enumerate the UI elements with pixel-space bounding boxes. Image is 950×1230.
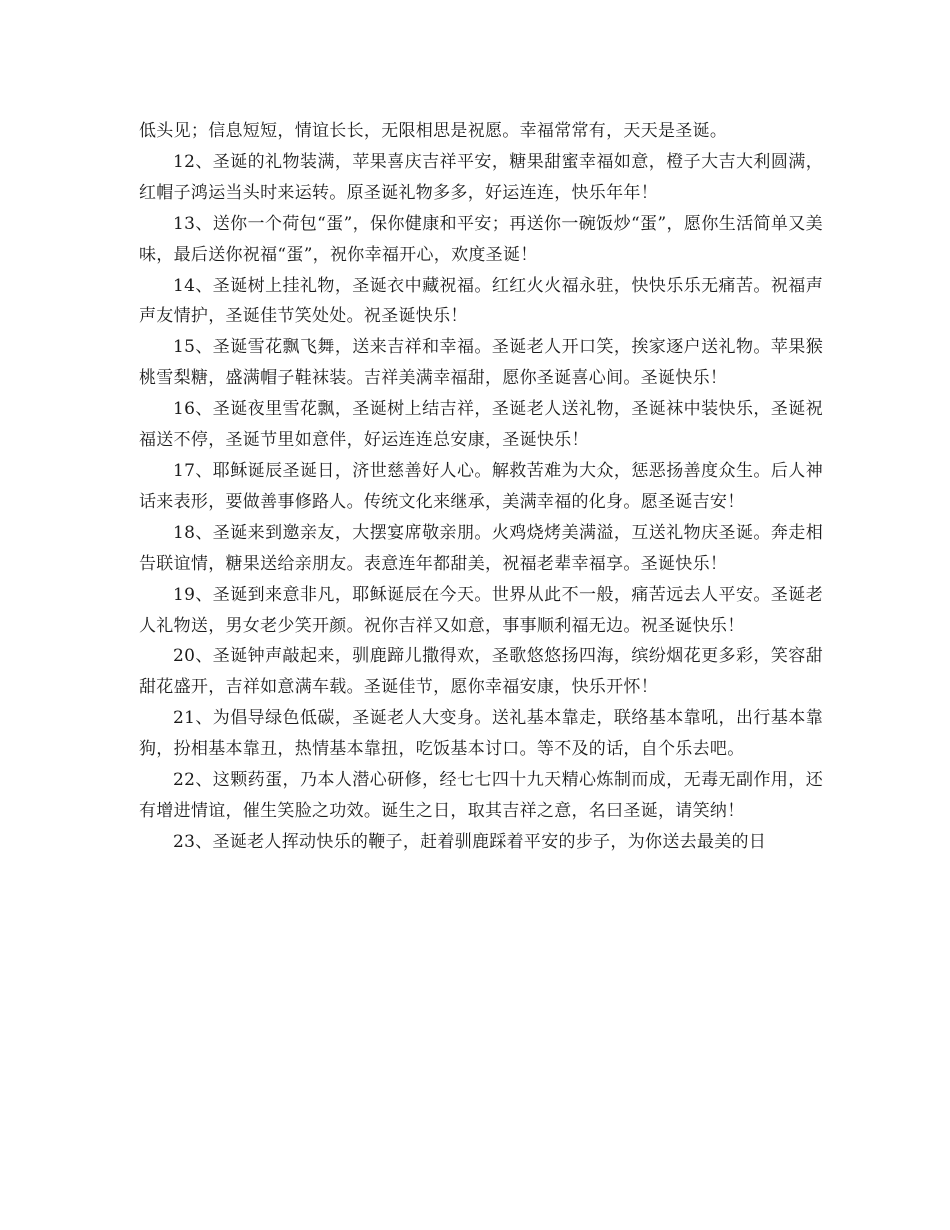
paragraph-22: 22、这颗药蛋，乃本人潜心研修，经七七四十九天精心炼制而成，无毒无副作用，还有增进情谊，催生笑脸之功效。诞生之日，取其吉祥之意，名曰圣诞，请笑纳！ (139, 770, 823, 821)
paragraph-17: 17、耶稣诞辰圣诞日，济世慈善好人心。解救苦难为大众，惩恶扬善度众生。后人神话来表形，要做善事修路人。传统文化来继承，美满幸福的化身。愿圣诞吉安！ (139, 460, 823, 512)
paragraph-16: 16、圣诞夜里雪花飘，圣诞树上结吉祥，圣诞老人送礼物，圣诞袜中装快乐，圣诞祝福送不停，圣诞节里如意伴，好运连连总安康，圣诞快乐！ (139, 399, 823, 451)
paragraph-18: 18、圣诞来到邀亲友，大摆宴席敬亲朋。火鸡烧烤美满溢，互送礼物庆圣诞。奔走相告联谊情，糖果送给亲朋友。表意连年都甜美，祝福老辈幸福享。圣诞快乐！ (139, 522, 823, 574)
paragraph-12: 12、圣诞的礼物装满，苹果喜庆吉祥平安，糖果甜蜜幸福如意，橙子大吉大利圆满，红帽子鸿运当头时来运转。原圣诞礼物多多，好运连连，快乐年年！ (139, 151, 823, 203)
paragraph-continuation: 低头见；信息短短，情谊长长，无限相思是祝愿。幸福常常有，天天是圣诞。 (139, 121, 728, 141)
paragraph-21: 21、为倡导绿色低碳，圣诞老人大变身。送礼基本靠走，联络基本靠吼，出行基本靠狗，扮相基本靠丑，热情基本靠扭，吃饭基本讨口。等不及的话，自个乐去吧。 (139, 708, 823, 760)
document-body (139, 116, 823, 858)
paragraph-14: 14、圣诞树上挂礼物，圣诞衣中藏祝福。红红火火福永驻，快快乐乐无痛苦。祝福声声友情护，圣诞佳节笑处处。祝圣诞快乐！ (139, 275, 823, 327)
paragraph-19: 19、圣诞到来意非凡，耶稣诞辰在今天。世界从此不一般，痛苦远去人平安。圣诞老人礼物送，男女老少笑开颜。祝你吉祥又如意，事事顺利福无边。祝圣诞快乐！ (139, 584, 823, 636)
paragraph-23: 23、圣诞老人挥动快乐的鞭子，赶着驯鹿踩着平安的步子，为你送去最美的日 (173, 831, 767, 852)
paragraph-15: 15、圣诞雪花飘飞舞，送来吉祥和幸福。圣诞老人开口笑，挨家逐户送礼物。苹果猴桃雪梨糖，盛满帽子鞋袜装。吉祥美满幸福甜，愿你圣诞喜心间。圣诞快乐！ (139, 337, 823, 389)
paragraph-20: 20、圣诞钟声敲起来，驯鹿蹄儿撒得欢，圣歌悠悠扬四海，缤纷烟花更多彩，笑容甜甜花盛开，吉祥如意满车载。圣诞佳节，愿你幸福安康，快乐开怀！ (139, 646, 823, 698)
paragraph-13: 13、送你一个荷包“蛋”，保你健康和平安；再送你一碗饭炒“蛋”，愿你生活简单又美味，最后送你祝福“蛋”，祝你幸福开心，欢度圣诞！ (139, 213, 823, 265)
